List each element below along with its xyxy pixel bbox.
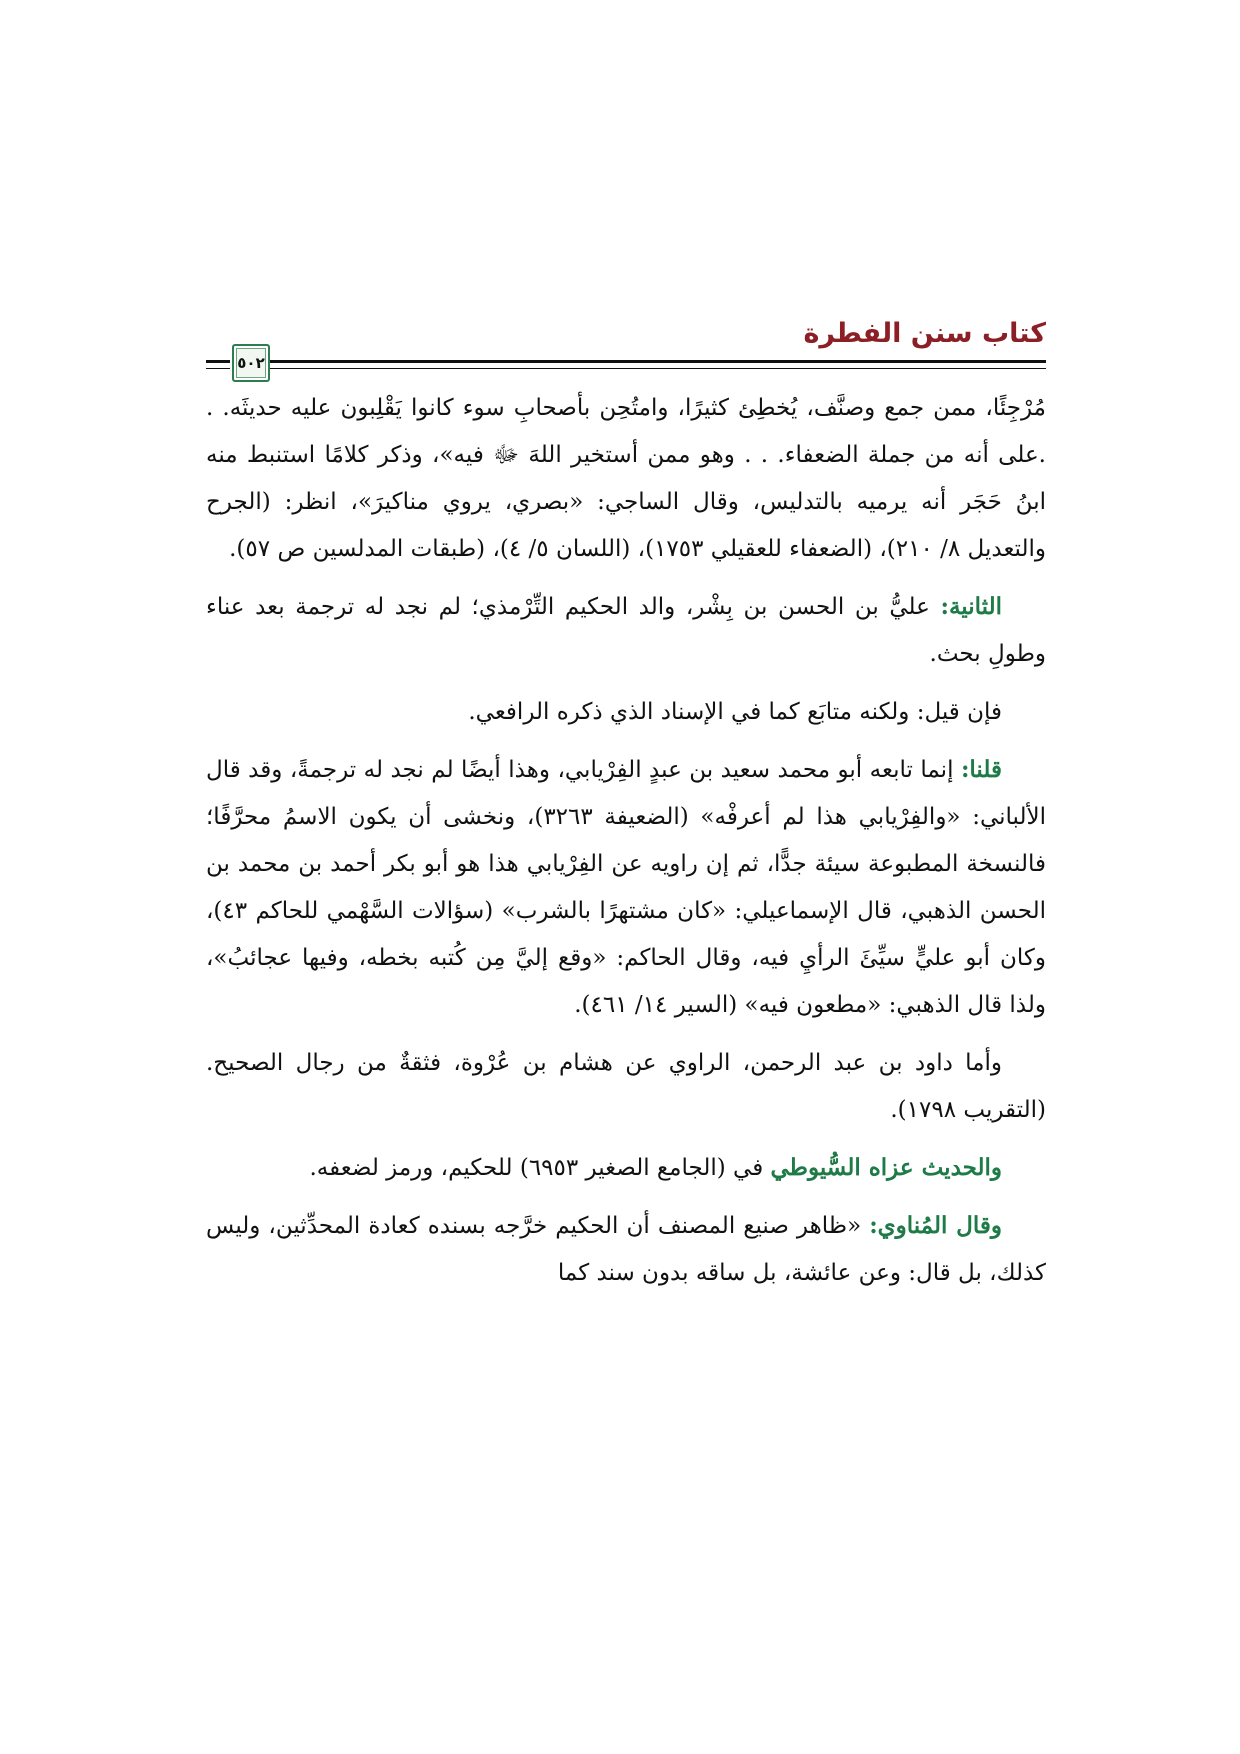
header-rule-thick [270, 360, 1046, 363]
paragraph-2-lead: الثانية: [940, 593, 1002, 620]
paragraph-7 [206, 1202, 1046, 1297]
paragraph-3 [206, 688, 1046, 736]
page-header [206, 318, 1046, 378]
paragraph-4-text: إنما تابعه أبو محمد سعيد بن عبدٍ الفِرْيابي، وهذا أيضًا لم نجد له ترجمةً، وقد قال الألباني: «والفِرْيابي هذا لم أعرفْه» (الضعيفة ٣٢٦٣)، ونخشى أن يكون الاسمُ محرَّفًا؛ فالنسخة المطبوعة سيئة جدًّا، ثم إن راويه عن الفِرْيابي هذا هو أبو بكر أحمد بن محمد بن الحسن الذهبي، قال الإسماعيلي: «كان مشتهرًا بالشرب» (سؤالات السَّهْمي للحاكم ٤٣)، وكان أبو عليٍّ سيِّئَ الرأيِ فيه، وقال الحاكم: «وقع إليَّ مِن كُتبه بخطه، وفيها عجائبُ»، ولذا قال الذهبي: «مطعون فيه» (السير ١٤/ ٤٦١). [206, 757, 1046, 1018]
header-rule-stub-thin [206, 368, 230, 369]
paragraph-6 [206, 1144, 1046, 1192]
page-body [206, 384, 1046, 1307]
header-rule-stub-thick [206, 360, 230, 363]
header-rule-thin [270, 368, 1046, 369]
paragraph-5 [206, 1039, 1046, 1134]
paragraph-6-text: في (الجامع الصغير ٦٩٥٣) للحكيم، ورمز لضعفه. [309, 1155, 771, 1181]
paragraph-2-text: عليُّ بن الحسن بن بِشْر، والد الحكيم التِّرْمذي؛ لم نجد له ترجمة بعد عناء وطولِ بحث. [206, 594, 1046, 667]
header-rule [270, 360, 1046, 374]
paragraph-7-lead: وقال المُناوي: [869, 1212, 1002, 1239]
paragraph-2 [206, 583, 1046, 678]
page-number-badge [232, 344, 270, 382]
header-rule-stub [206, 360, 230, 372]
paragraph-3-text: فإن قيل: ولكنه متابَع كما في الإسناد الذي ذكره الرافعي. [468, 699, 1002, 725]
book-title: كتاب سنن الفطرة [803, 318, 1046, 349]
paragraph-4-lead: قلنا: [960, 756, 1002, 783]
paragraph-1 [206, 384, 1046, 573]
paragraph-7-text: «ظاهر صنيع المصنف أن الحكيم خرَّجه بسنده كعادة المحدِّثين، وليس كذلك، بل قال: وعن عائشة، بل ساقه بدون سند كما [206, 1213, 1046, 1286]
paragraph-4 [206, 746, 1046, 1029]
page-number: ٥٠٢ [237, 354, 265, 372]
paragraph-6-lead: والحديث عزاه السُّيوطي [770, 1154, 1002, 1181]
paragraph-5-text: وأما داود بن عبد الرحمن، الراوي عن هشام بن عُرْوة، فثقةٌ من رجال الصحيح. (التقريب ١٧٩٨). [206, 1050, 1046, 1123]
paragraph-1-text: مُرْجِئًا، ممن جمع وصنَّف، يُخطِئ كثيرًا، وامتُحِن بأصحابِ سوء كانوا يَقْلِبون عليه حديثَه. . .على أنه من جملة الضعفاء. . . وهو ممن أستخير اللهَ ﷻ فيه»، وذكر كلامًا استنبط منه ابنُ حَجَر أنه يرميه بالتدليس، وقال الساجي: «بصري، يروي مناكيرَ»، انظر: (الجرح والتعديل ٨/ ٢١٠)، (الضعفاء للعقيلي ١٧٥٣)، (اللسان ٥/ ٤)، (طبقات المدلسين ص ٥٧). [206, 395, 1046, 562]
